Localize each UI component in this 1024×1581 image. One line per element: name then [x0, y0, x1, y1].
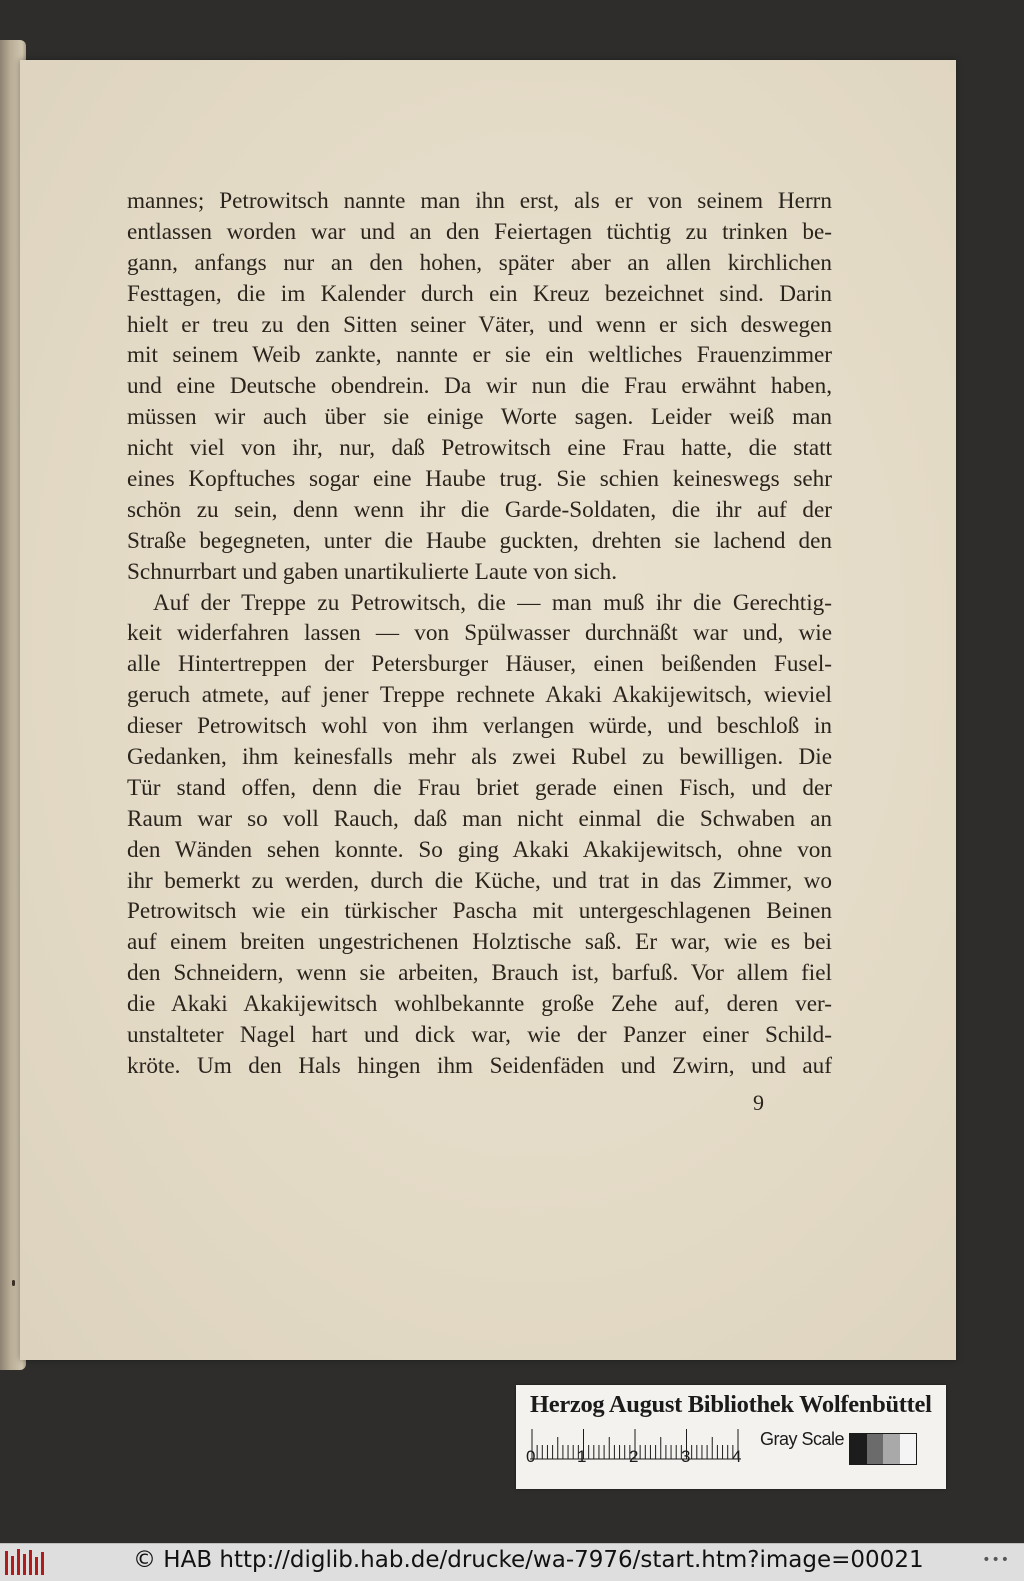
swatch-black: [850, 1434, 867, 1464]
ruler-number: 0: [526, 1447, 536, 1466]
text-line: eines Kopftuches sogar eine Haube trug. Sie schien keineswegs sehr: [127, 466, 832, 493]
ruler-number: 4: [732, 1447, 742, 1466]
library-name: Herzog August Bibliothek Wolfenbüttel: [530, 1391, 932, 1418]
text-line: auf einem breiten ungestrichenen Holztische saß. Er war, wie es bei: [127, 929, 832, 956]
text-line: schön zu sein, denn wenn ihr die Garde-Soldaten, die ihr auf der: [127, 496, 832, 523]
ruler-number: 2: [629, 1447, 639, 1466]
text-line: die Akaki Akakijewitsch wohlbekannte große Zehe auf, deren ver-: [127, 991, 832, 1018]
text-line: mit seinem Weib zankte, nannte er sie ein weltliches Frauenzimmer: [127, 342, 832, 369]
text-line: ihr bemerkt zu werden, durch die Küche, und trat in das Zimmer, wo: [127, 867, 832, 894]
ruler-number: 1: [577, 1447, 587, 1466]
text-line: und eine Deutsche obendrein. Da wir nun die Frau erwähnt haben,: [127, 373, 832, 400]
text-line: dieser Petrowitsch wohl von ihm verlangen würde, und beschloß in: [127, 713, 832, 740]
ruler-scale: [530, 1425, 750, 1461]
text-line: Festtagen, die im Kalender durch ein Kreuz bezeichnet sind. Darin: [127, 280, 832, 307]
text-line: Gedanken, ihm keinesfalls mehr als zwei Rubel zu bewilligen. Die: [127, 744, 832, 771]
page-number: 9: [753, 1090, 764, 1115]
text-line: unstalteter Nagel hart und dick war, wie der Panzer einer Schild-: [127, 1022, 832, 1049]
text-line: den Wänden sehen konnte. So ging Akaki Akakijewitsch, ohne von: [127, 836, 832, 863]
library-color-card: [516, 1385, 946, 1489]
text-line: Schnurrbart und gaben unartikulierte Laute von sich.: [127, 558, 618, 585]
text-line: Tür stand offen, denn die Frau briet gerade einen Fisch, und der: [127, 774, 832, 801]
hab-logo-icon: [4, 1548, 46, 1578]
text-line: Petrowitsch wie ein türkischer Pascha mit untergeschlagenen Beinen: [127, 898, 832, 925]
swatch-dark-gray: [867, 1434, 884, 1464]
text-line: mannes; Petrowitsch nannte man ihn erst, als er von seinem Herrn: [127, 188, 832, 214]
gray-scale-label: Gray Scale: [760, 1429, 845, 1449]
text-line: entlassen worden war und an den Feiertagen tüchtig zu trinken be-: [127, 218, 832, 245]
text-line: nicht viel von ihr, nur, daß Petrowitsch eine Frau hatte, die statt: [127, 435, 832, 462]
text-line: alle Hintertreppen der Petersburger Häuser, einen beißenden Fusel-: [127, 651, 832, 678]
text-line: müssen wir auch über sie einige Worte sagen. Leider weiß man: [127, 404, 832, 431]
text-line: gann, anfangs nur an den hohen, später aber an allen kirchlichen: [127, 249, 832, 276]
text-line: Raum war so voll Rauch, daß man nicht einmal die Schwaben an: [127, 805, 832, 832]
copyright-url[interactable]: © HAB http://diglib.hab.de/drucke/wa-7976/start.htm?image=00021: [133, 1547, 924, 1573]
book-page: [20, 60, 956, 1360]
body-text: [127, 186, 832, 1082]
viewer-footer: [0, 1543, 1024, 1581]
text-line: keit widerfahren lassen — von Spülwasser durchnäßt war und, wie: [127, 620, 832, 647]
swatch-light-gray: [883, 1434, 900, 1464]
text-line: Straße begegneten, unter die Haube guckten, drehten sie lachend den: [127, 527, 832, 554]
text-line: den Schneidern, wenn sie arbeiten, Brauch ist, barfuß. Vor allem fiel: [127, 960, 832, 987]
text-line: geruch atmete, auf jener Treppe rechnete Akaki Akakijewitsch, wieviel: [127, 682, 832, 709]
text-line: Auf der Treppe zu Petrowitsch, die — man muß ihr die Gerechtig-: [153, 589, 832, 616]
ruler-number: 3: [681, 1447, 691, 1466]
swatch-white: [900, 1434, 917, 1464]
gray-scale-swatches: [849, 1433, 917, 1465]
page-speck: [12, 1280, 15, 1286]
text-line: kröte. Um den Hals hingen ihm Seidenfäden und Zwirn, und auf: [127, 1052, 832, 1079]
more-options-icon[interactable]: •••: [982, 1552, 1010, 1568]
text-line: hielt er treu zu den Sitten seiner Väter, und wenn er sich deswegen: [127, 311, 832, 338]
